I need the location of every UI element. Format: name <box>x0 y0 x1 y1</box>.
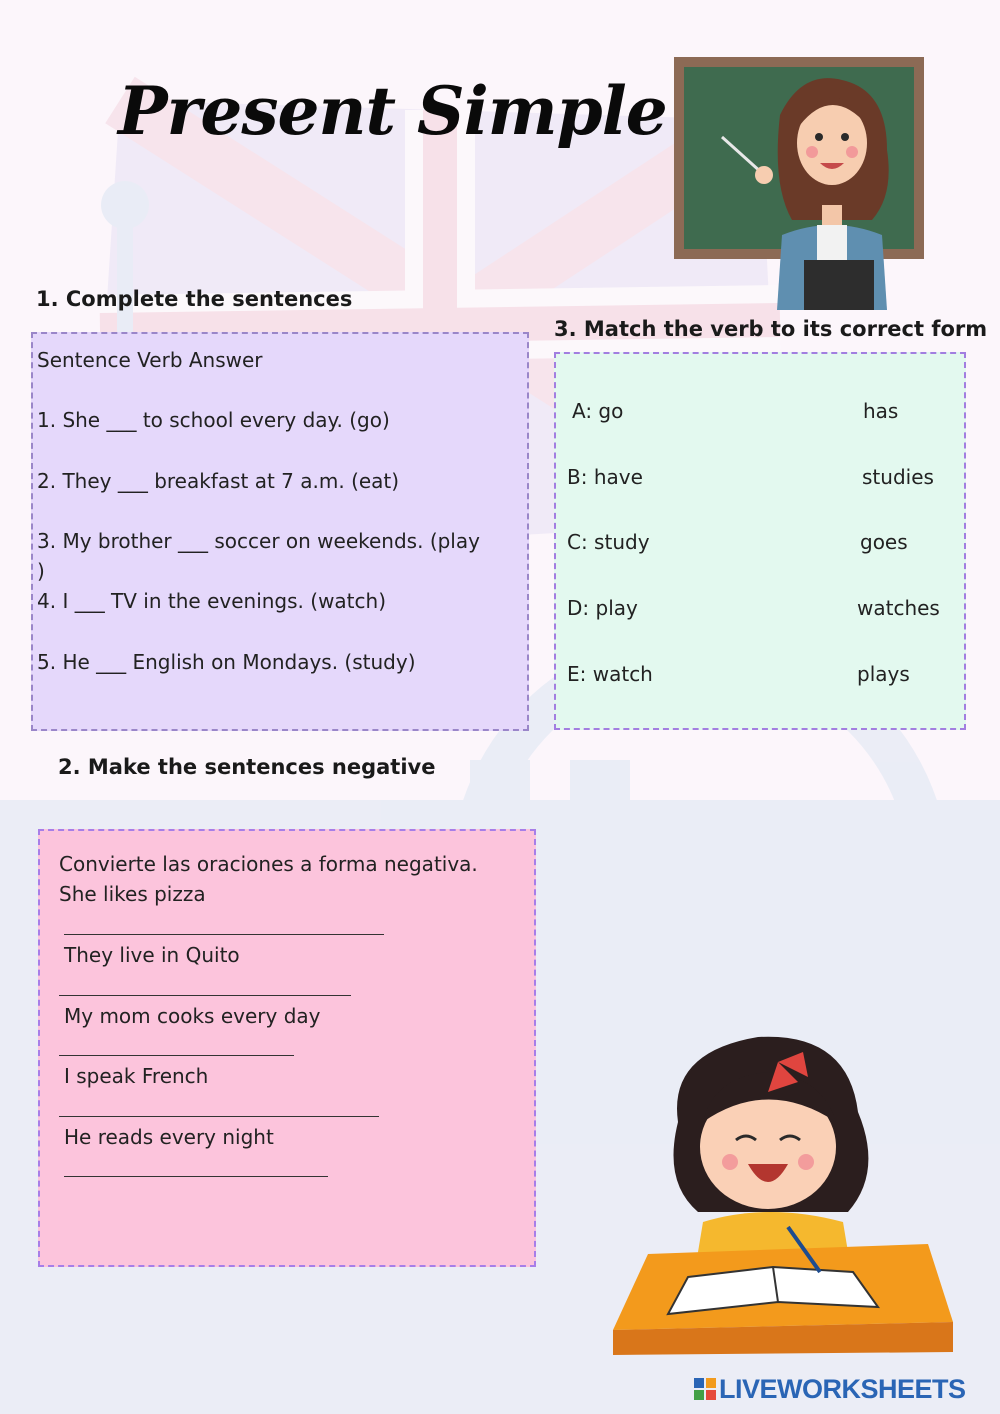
brand-name[interactable]: LIVEWORKSHEETS <box>719 1374 966 1404</box>
student-writing-illustration-icon <box>608 1022 963 1357</box>
match-left-c[interactable]: C: study <box>567 530 650 554</box>
negative-sentence-1: She likes pizza <box>59 882 206 906</box>
answer-line-1[interactable] <box>64 934 384 935</box>
match-right-4[interactable]: watches <box>857 596 940 620</box>
section1-line-5: 5. He ___ English on Mondays. (study) <box>37 650 416 674</box>
section2-instruction: Convierte las oraciones a forma negativa. <box>59 852 478 876</box>
section1-line-3-cont: ) <box>37 559 45 583</box>
negative-sentence-3: My mom cooks every day <box>64 1004 321 1028</box>
answer-line-4[interactable] <box>59 1116 379 1117</box>
section1-line-3: 3. My brother ___ soccer on weekends. (play <box>37 529 480 553</box>
section1-heading: 1. Complete the sentences <box>36 287 353 311</box>
teacher-illustration-icon <box>672 55 927 310</box>
match-right-2[interactable]: studies <box>862 465 934 489</box>
negative-sentence-5: He reads every night <box>64 1125 274 1149</box>
match-right-3[interactable]: goes <box>860 530 908 554</box>
match-left-d[interactable]: D: play <box>567 596 638 620</box>
negative-sentence-2: They live in Quito <box>64 943 240 967</box>
page-title: Present Simple <box>118 72 667 150</box>
section1-header-row: Sentence Verb Answer <box>37 348 263 372</box>
answer-line-3[interactable] <box>59 1055 294 1056</box>
match-right-1[interactable]: has <box>863 399 899 423</box>
match-left-e[interactable]: E: watch <box>567 662 653 686</box>
answer-line-5[interactable] <box>64 1176 328 1177</box>
liveworksheets-logo-icon <box>694 1378 716 1400</box>
answer-line-2[interactable] <box>59 995 351 996</box>
section1-line-2: 2. They ___ breakfast at 7 a.m. (eat) <box>37 469 400 493</box>
section1-line-4: 4. I ___ TV in the evenings. (watch) <box>37 589 386 613</box>
section1-line-1: 1. She ___ to school every day. (go) <box>37 408 390 432</box>
section2-heading: 2. Make the sentences negative <box>58 755 436 779</box>
section3-heading: 3. Match the verb to its correct form <box>554 317 988 341</box>
match-right-5[interactable]: plays <box>857 662 910 686</box>
negative-sentence-4: I speak French <box>64 1064 209 1088</box>
match-left-b[interactable]: B: have <box>567 465 643 489</box>
match-left-a[interactable]: A: go <box>572 399 624 423</box>
